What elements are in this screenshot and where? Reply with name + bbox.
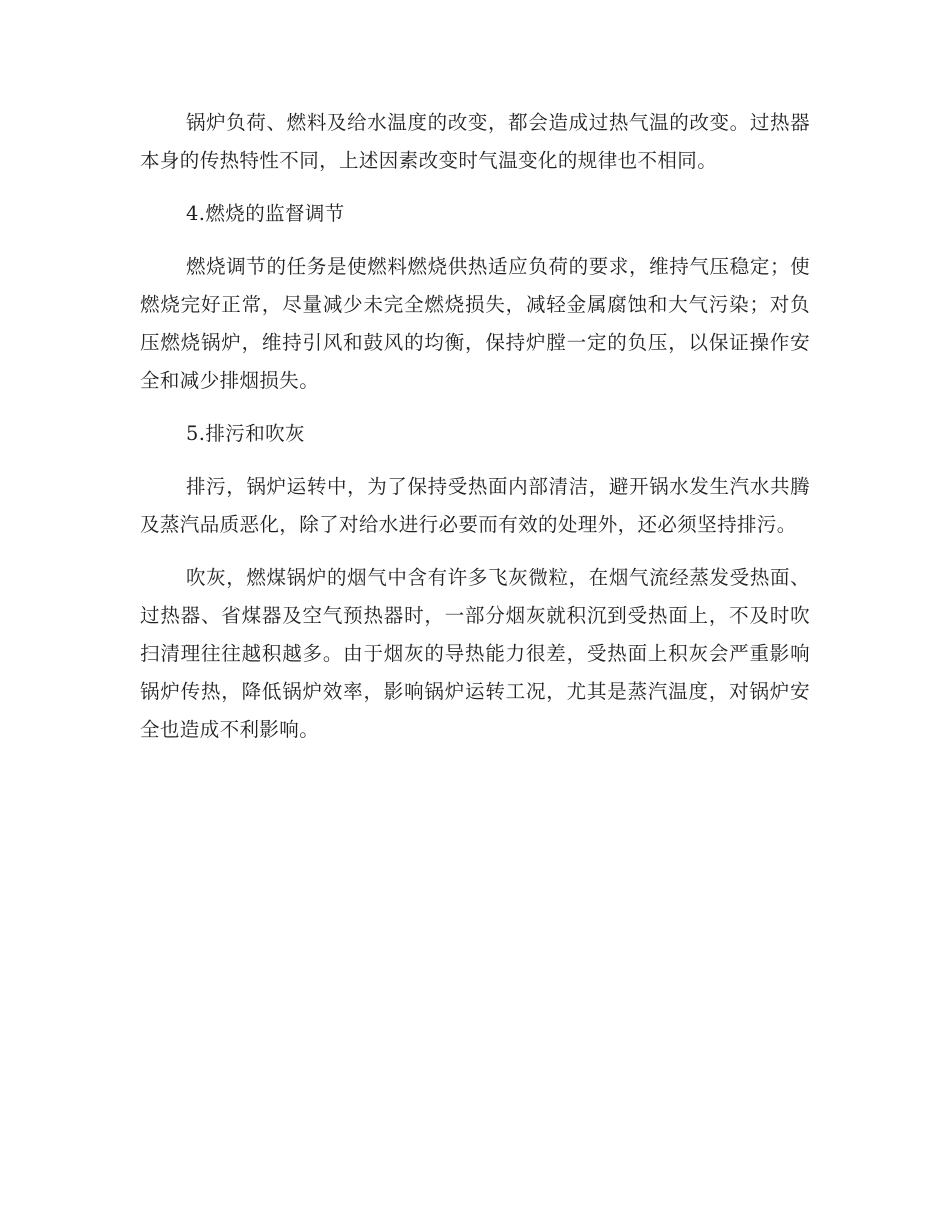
paragraph-combustion-regulation: 燃烧调节的任务是使燃料燃烧供热适应负荷的要求，维持气压稳定；使燃烧完好正常，尽量减少未完全燃烧损失，减轻金属腐蚀和大气污染；对负压燃烧锅炉，维持引风和鼓风的均衡，保持炉膛一定的负压，以保证操作安全和减少排烟损失。 <box>140 255 810 392</box>
section-heading-blowdown: 5.排污和吹灰 <box>186 422 305 445</box>
section-heading-combustion: 4.燃烧的监督调节 <box>186 202 345 225</box>
paragraph-soot-blowing: 吹灰，燃煤锅炉的烟气中含有许多飞灰微粒，在烟气流经蒸发受热面、过热器、省煤器及空气预热器时，一部分烟灰就积沉到受热面上，不及时吹扫清理往往越积越多。由于烟灰的导热能力很差，受热面上积灰会严重影响锅炉传热，降低锅炉效率，影响锅炉运转工况，尤其是蒸汽温度，对锅炉安全也造成不利影响。 <box>140 566 810 741</box>
document-body <box>140 104 810 749</box>
paragraph-overheat-temperature: 锅炉负荷、燃料及给水温度的改变，都会造成过热气温的改变。过热器本身的传热特性不同，上述因素改变时气温变化的规律也不相同。 <box>140 111 810 172</box>
paragraph-blowdown: 排污，锅炉运转中，为了保持受热面内部清洁，避开锅水发生汽水共腾及蒸汽品质恶化，除了对给水进行必要而有效的处理外，还必须坚持排污。 <box>140 475 810 536</box>
